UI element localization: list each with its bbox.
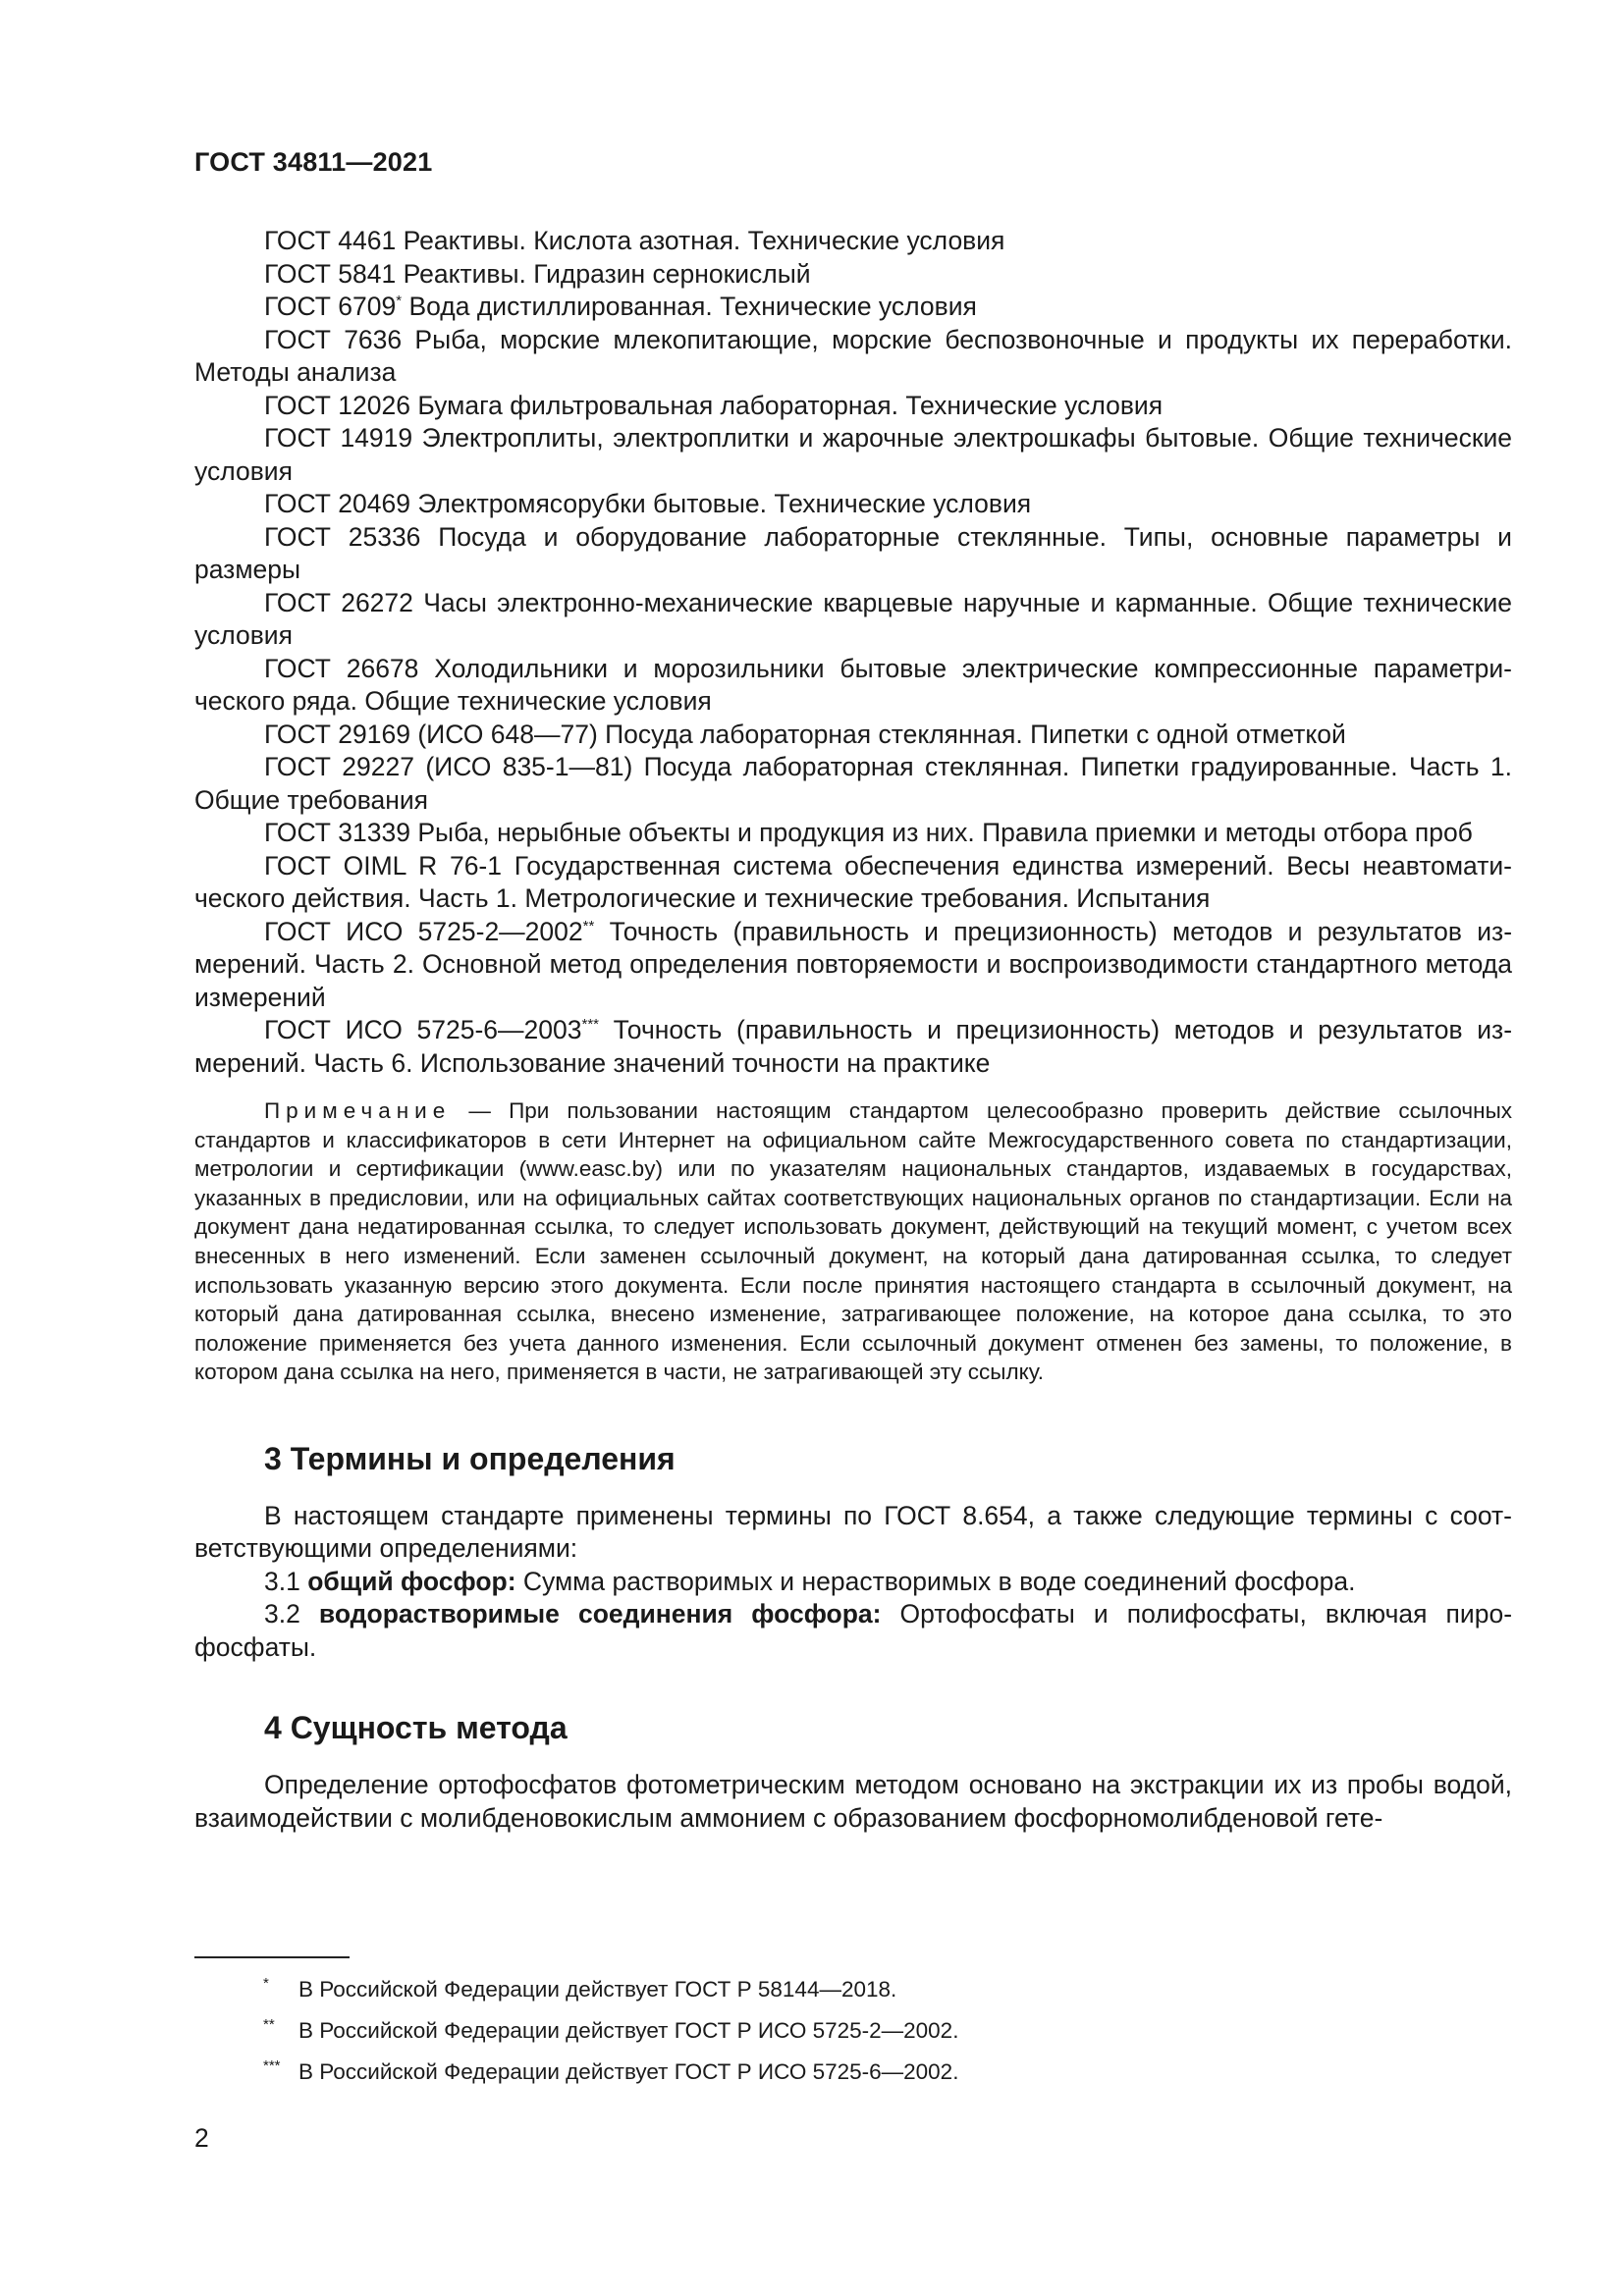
reference-entry: ГОСТ 5841 Реактивы. Гидразин сернокислый — [264, 258, 811, 289]
reference-entry: ГОСТ 29169 (ИСО 648—77) Посуда лабораторная стеклянная. Пипетки с одной отметкой — [264, 719, 1346, 749]
reference-entry: ГОСТ ИСО 5725-2—2002** Точность (правильность и прецизионность) методов и результатов измерений. Часть 2. Основной метод определения повторяемости и воспроизводимости стандартного метода измерений — [194, 916, 1513, 1012]
page-number: 2 — [194, 2123, 209, 2153]
reference-entry: ГОСТ 20469 Электромясорубки бытовые. Технические условия — [264, 489, 1032, 518]
reference-entry: ГОСТ 31339 Рыба, нерыбные объекты и продукция из них. Правила приемки и методы отбора проб — [264, 818, 1473, 847]
section-3-intro: В настоящем стандарте применены термины по ГОСТ 8.654, а также следующие термины с соответствующими определениями: — [194, 1500, 1512, 1564]
reference-entry: ГОСТ 12026 Бумага фильтровальная лабораторная. Технические условия — [264, 390, 1164, 420]
footnotes — [194, 1975, 1512, 2099]
term-3-2: 3.2 водорастворимые соединения фосфора: Ортофосфаты и полифосфаты, включая пирофосфаты. — [194, 1599, 1513, 1662]
footnote: ** В Российской Федерации действует ГОСТ Р ИСО 5725-2—2002. — [263, 2016, 959, 2043]
reference-entry: ГОСТ 4461 Реактивы. Кислота азотная. Технические условия — [264, 226, 1005, 255]
note-paragraph: Примечание — При пользовании настоящим стандартом целесообразно проверить действие ссылочных стандартов и классификаторов в сети Интернет на официальном сайте Межгосударственного совета по стандартизации, метрологии и сертификации (www.easc.by) или по указателям национальных стандартов, издаваемых в государствах, указанных в предисловии, или на официальных сайтах соответствующих национальных органов по стандартизации. Если на документ дана недатированная ссылка, то следует использовать документ, действующий на текущий момент, с учетом всех внесенных в него изменений. Если заменен ссылочный документ, на который дана датированная ссылка, то следует использовать указанную версию этого документа. Если после принятия настоящего стандарта в ссылочный документ, на который дана датированная ссылка, внесено изменение, затрагивающее положение, на которое дана ссылка, то это положение применяется без учета данного изменения. Если ссылочный документ отменен без замены, то положение, в котором дана ссылка на него, применяется в части, не затрагивающей эту ссылку. — [194, 1098, 1512, 1385]
term-3-1: 3.1 общий фосфор: Сумма растворимых и нерастворимых в воде соединений фосфора. — [264, 1566, 1356, 1596]
footnote-ref-mark: *** — [581, 1016, 599, 1034]
note-label: Примечание — [264, 1098, 452, 1123]
section-4-heading: 4 Сущность метода — [264, 1710, 568, 1746]
footnote-ref-mark: ** — [582, 917, 595, 934]
reference-entry: ГОСТ 7636 Рыба, морские млекопитающие, морские беспозвоночные и продукты их переработки. Методы анализа — [194, 324, 1513, 387]
footnote: * В Российской Федерации действует ГОСТ Р 58144—2018. — [263, 1975, 897, 2002]
reference-entry: ГОСТ 26272 Часы электронно-механические кварцевые наручные и карманные. Общие технические условия — [194, 587, 1512, 650]
section-3-heading: 3 Термины и определения — [264, 1440, 676, 1476]
reference-entry: ГОСТ ИСО 5725-6—2003*** Точность (правильность и прецизионность) методов и результатов измерений. Часть 6. Использование значений точности на практике — [194, 1015, 1513, 1078]
footnote: *** В Российской Федерации действует ГОСТ Р ИСО 5725-6—2002. — [263, 2057, 959, 2084]
reference-entry: ГОСТ 6709* Вода дистиллированная. Технические условия — [264, 292, 977, 321]
footnote-separator — [194, 1956, 350, 1958]
reference-entry: ГОСТ 26678 Холодильники и морозильники бытовые электрические компрессионные параметрического ряда. Общие технические условия — [194, 653, 1512, 716]
reference-entry: ГОСТ 14919 Электроплиты, электроплитки и жарочные электрошкафы бытовые. Общие технические условия — [194, 423, 1512, 486]
reference-entry: ГОСТ 29227 (ИСО 835-1—81) Посуда лабораторная стеклянная. Пипетки градуированные. Часть 1. Общие требования — [194, 752, 1512, 815]
reference-entry: ГОСТ OIML R 76-1 Государственная система обеспечения единства измерений. Весы неавтоматического действия. Часть 1. Метрологические и технические требования. Испытания — [194, 850, 1512, 913]
reference-entry: ГОСТ 25336 Посуда и оборудование лабораторные стеклянные. Типы, основные параметры и размеры — [194, 521, 1512, 584]
footnote-ref-mark: * — [396, 293, 403, 310]
body-text — [194, 225, 1512, 1835]
document-header: ГОСТ 34811—2021 — [194, 147, 433, 177]
section-4-text: Определение ортофосфатов фотометрическим методом основано на экстракции их из пробы водой, взаимодействии с молибденовокислым аммонием с образованием фосфорномолибденовой гете- — [194, 1770, 1512, 1833]
